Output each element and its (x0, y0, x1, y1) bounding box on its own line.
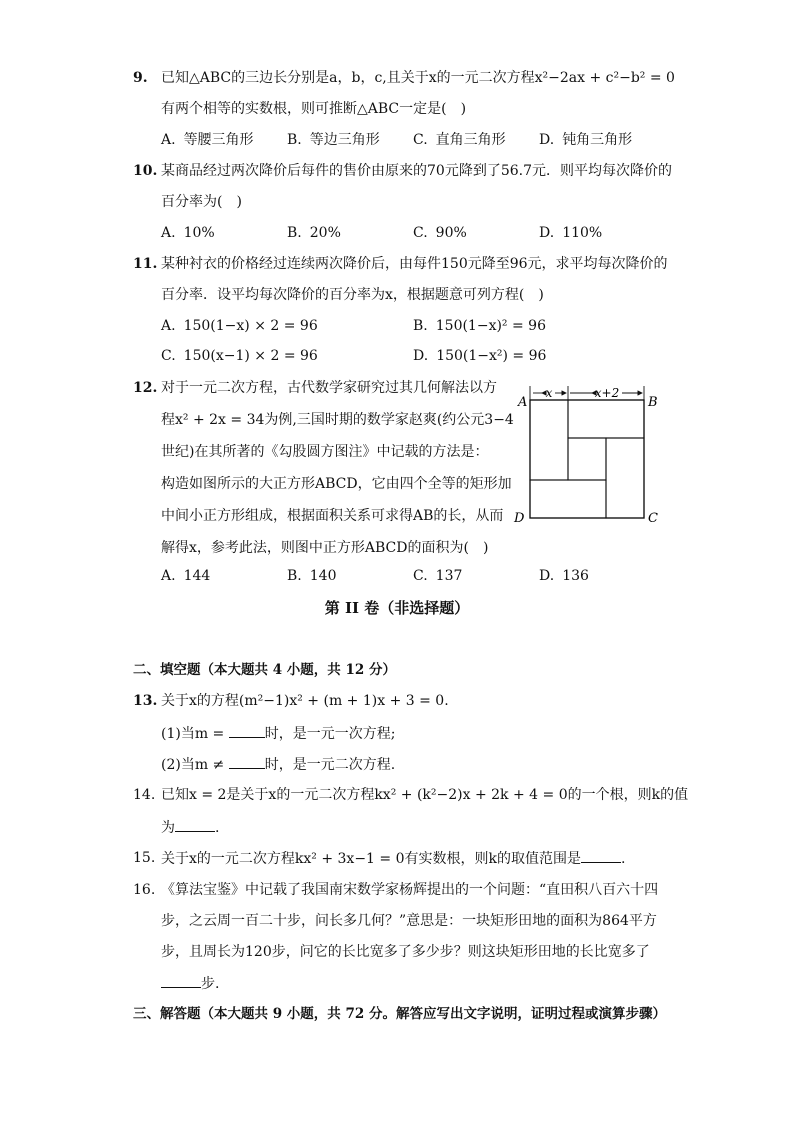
question-text: 《算法宝鉴》中记载了我国南宋数学家杨辉提出的一个问题：“直田积八百六十四 (161, 882, 659, 898)
rectangle-right-bottom (606, 438, 644, 518)
subpart-suffix: 时，是一元一次方程; (264, 726, 396, 742)
question-text: 百分率为( ) (161, 194, 242, 210)
rectangle-left-top (530, 400, 568, 480)
option-text: 等腰三角形 (183, 132, 254, 148)
question-number: 14. (133, 787, 156, 803)
option-b (287, 566, 336, 586)
option-a (161, 566, 210, 586)
question-text: 百分率．设平均每次降价的百分率为x，根据题意可列方程( ) (161, 287, 544, 303)
option-d (539, 223, 602, 243)
option-b (287, 130, 380, 150)
option-d (413, 346, 546, 366)
question-text: 中间小正方形组成，根据面积关系可求得AB的长，从而 (161, 508, 504, 524)
option-label: B. (287, 132, 302, 148)
option-c (413, 566, 462, 586)
question-text: 步，之云周一百二十步，问长多几何？”意思是：一块矩形田地的面积为864平方 (161, 913, 657, 929)
rectangle-bottom-left (530, 480, 606, 518)
option-text: 110% (562, 225, 603, 241)
option-c (413, 130, 506, 150)
zhao-shuang-diagram (510, 380, 670, 530)
answer-blank[interactable] (229, 754, 265, 769)
option-label: A. (161, 568, 176, 584)
question-text: 有两个相等的实数根，则可推断△ABC一定是( ) (161, 101, 467, 117)
option-label: A. (161, 132, 176, 148)
option-text: 140 (309, 568, 337, 584)
answer-blank[interactable] (175, 817, 215, 832)
question-text: 某商品经过两次降价后每件的售价由原来的70元降到了56.7元．则平均每次降价的 (161, 163, 672, 179)
question-text: 为 . (161, 817, 219, 838)
option-text: 钝角三角形 (562, 132, 633, 148)
option-label: D. (539, 225, 555, 241)
option-label: A. (161, 318, 176, 334)
outer-square (530, 400, 644, 518)
option-label: B. (413, 318, 428, 334)
answer-blank[interactable] (229, 723, 265, 738)
option-label: D. (413, 348, 429, 364)
label-x: x (545, 386, 553, 400)
question-number: 9. (133, 70, 148, 86)
question-number: 16. (133, 882, 156, 898)
subpart-prefix: (2)当m ≠ (161, 757, 229, 773)
option-label: C. (413, 568, 428, 584)
option-b (287, 223, 341, 243)
option-label: C. (161, 348, 176, 364)
part-title: 第 II 卷（非选择题） (324, 599, 470, 617)
question-text: 构造如图所示的大正方形ABCD，它由四个全等的矩形加 (161, 476, 512, 492)
option-text: 20% (309, 225, 341, 241)
option-a (161, 316, 318, 336)
subpart-suffix: 时，是一元二次方程. (264, 757, 396, 773)
option-label: A. (161, 225, 176, 241)
question-text: 解得x，参考此法，则图中正方形ABCD的面积为( ) (161, 540, 489, 556)
rectangle-top-right (568, 400, 644, 438)
answer-blank[interactable] (581, 848, 621, 863)
question-text: 某种衬衣的价格经过连续两次降价后，由每件150元降至96元，求平均每次降价的 (161, 256, 668, 272)
option-text: 150(1−x²) = 96 (436, 348, 547, 364)
option-text: 90% (435, 225, 467, 241)
vertex-d: D (514, 511, 525, 526)
question-text: 已知x = 2是关于x的一元二次方程kx² + (k²−2)x + 2k + 4 = 0的一个根，则k的值 (161, 787, 689, 803)
center-square (568, 438, 606, 480)
vertex-c: C (648, 511, 658, 526)
question-text: 步. (161, 973, 219, 994)
subpart-prefix: (1)当m = (161, 726, 229, 742)
option-text: 150(x−1) × 2 = 96 (183, 348, 318, 364)
label-x-plus-2: x+2 (594, 386, 620, 400)
answer-blank[interactable] (161, 973, 201, 988)
question-text: 关于x的一元二次方程kx² + 3x−1 = 0有实数根，则k的取值范围是 . (161, 848, 625, 869)
option-a (161, 223, 215, 243)
question-text: 已知△ABC的三边长分别是a，b，c,且关于x的一元二次方程x²−2ax + c²−b² = 0 (161, 70, 675, 86)
vertex-a: A (518, 395, 528, 410)
option-c (161, 346, 318, 366)
question-number: 12. (133, 380, 158, 396)
section-heading: 二、填空题（本大题共 4 小题，共 12 分） (133, 662, 396, 678)
option-text: 150(1−x)² = 96 (435, 318, 546, 334)
question-text: 程x² + 2x = 34为例,三国时期的数学家赵爽(约公元3−4 (161, 412, 514, 428)
question-text: 对于一元二次方程，古代数学家研究过其几何解法以方 (161, 380, 497, 396)
option-label: C. (413, 132, 428, 148)
option-text: 136 (562, 568, 589, 584)
section-heading: 三、解答题（本大题共 9 小题，共 72 分。解答应写出文字说明，证明过程或演算步骤） (133, 1006, 666, 1022)
question-text: 步，且周长为120步，问它的长比宽多了多少步？则这块矩形田地的长比宽多了 (161, 944, 650, 960)
vertex-b: B (648, 395, 658, 410)
option-text: 144 (183, 568, 211, 584)
option-label: D. (539, 568, 555, 584)
option-text: 10% (183, 225, 215, 241)
option-a (161, 130, 254, 150)
option-text: 直角三角形 (435, 132, 506, 148)
question-text: 世纪)在其所著的《勾股圆方图注》中记载的方法是： (161, 444, 489, 460)
option-label: B. (287, 568, 302, 584)
question-number: 15. (133, 850, 156, 866)
option-text: 137 (435, 568, 463, 584)
option-label: D. (539, 132, 555, 148)
question-number: 11. (133, 256, 158, 272)
option-b (413, 316, 546, 336)
question-number: 13. (133, 693, 158, 709)
option-label: B. (287, 225, 302, 241)
option-d (539, 566, 589, 586)
question-number: 10. (133, 163, 158, 179)
question-text: 关于x的方程(m²−1)x² + (m + 1)x + 3 = 0. (161, 693, 449, 709)
option-text: 150(1−x) × 2 = 96 (183, 318, 318, 334)
question-subpart (161, 723, 395, 744)
option-c (413, 223, 467, 243)
question-subpart (161, 754, 395, 775)
option-text: 等边三角形 (309, 132, 380, 148)
option-label: C. (413, 225, 428, 241)
option-d (539, 130, 632, 150)
